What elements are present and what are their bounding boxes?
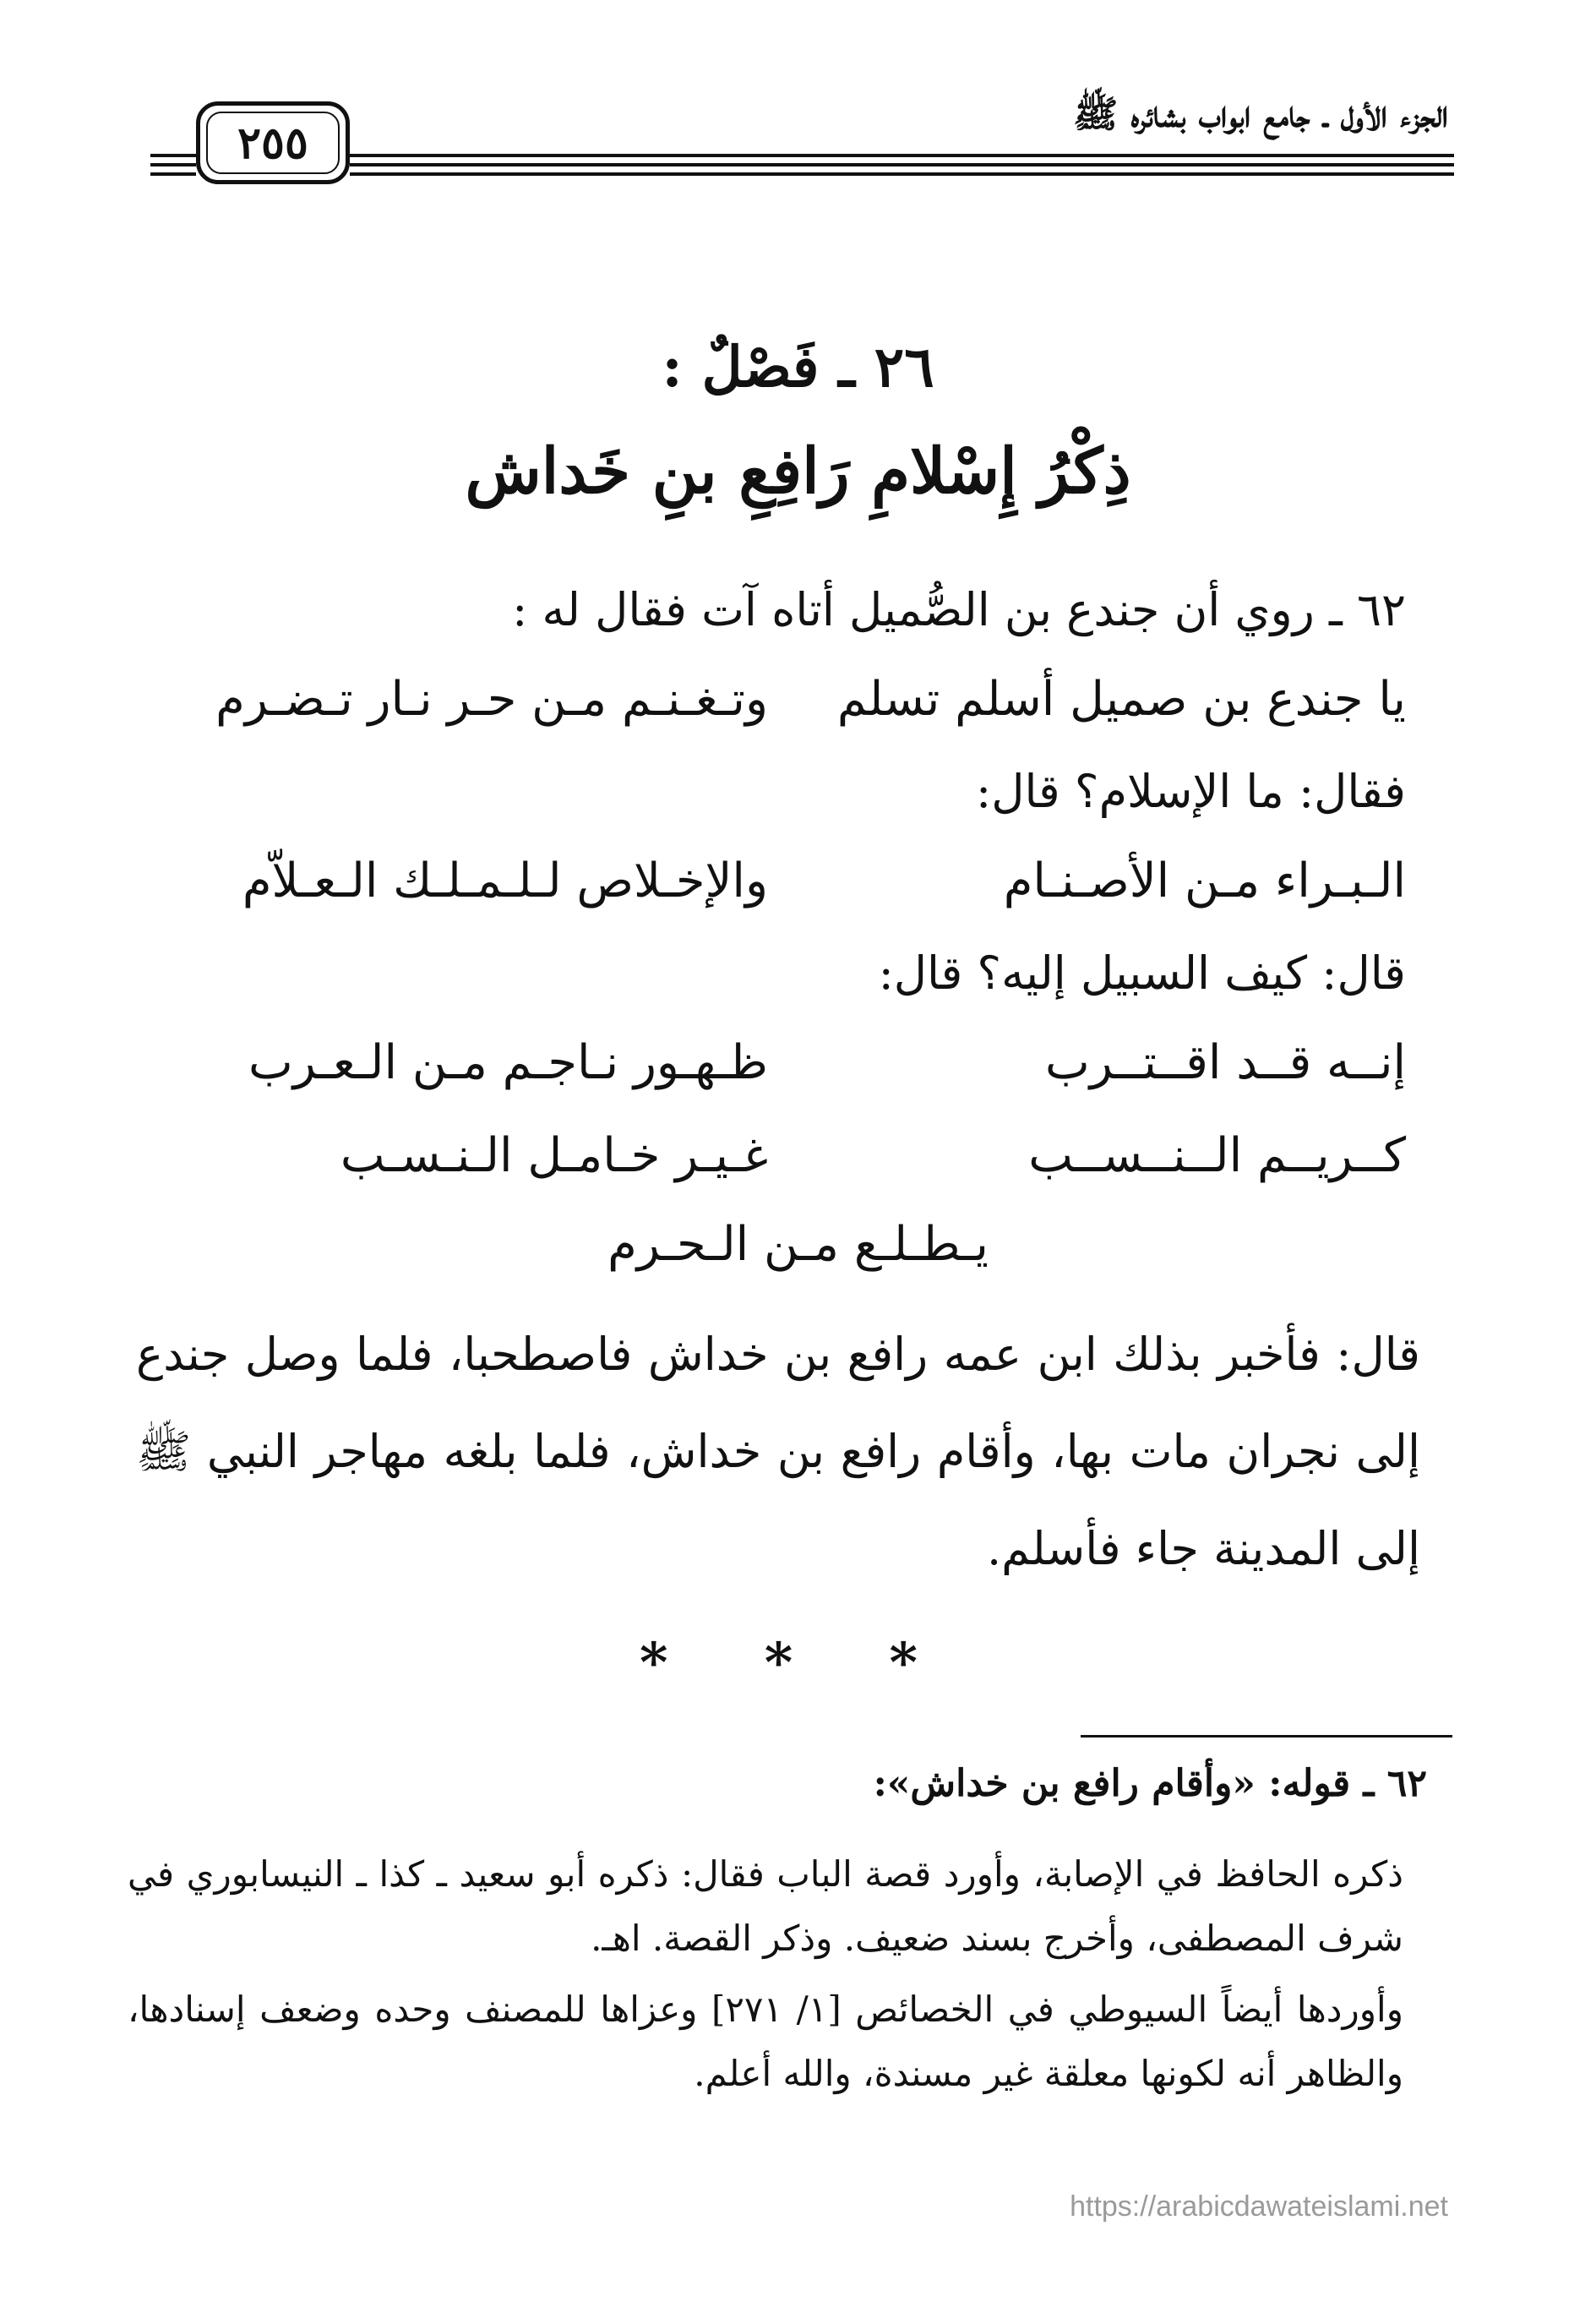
watermark-url: https://arabicdawateislami.net — [1070, 2190, 1448, 2223]
section-subheading: ذِكْرُ إِسْلامِ رَافِعِ بنِ خَداش — [465, 435, 1131, 508]
page-number-frame — [196, 101, 350, 184]
question-line: قال: كيف السبيل إليه؟ قال: — [878, 947, 1406, 1000]
section-separator: * * * — [640, 1631, 956, 1694]
verse-hemistich: كــريــم الــنــســب — [1028, 1128, 1406, 1183]
verse-hemistich: ظـهـور نـاجـم مـن الـعـرب — [248, 1035, 768, 1090]
footnote-paragraph: ذكره الحافظ في الإصابة، وأورد قصة الباب فقال: ذكره أبو سعيد ـ كذا ـ النيسابوري في شرف المصطفى، وأخرج بسند ضعيف. وذكر القصة. اهـ. — [128, 1853, 1403, 1959]
header-rule — [150, 163, 196, 166]
verse-hemistich: يا جندع بن صميل أسلم تسلم — [836, 672, 1406, 727]
header-rule — [350, 172, 1454, 176]
verse-hemistich: إنــه قــد اقــتــرب — [1044, 1035, 1406, 1090]
page-number: ٢٥٥ — [237, 117, 308, 169]
closing-paragraph: قال: فأخبر بذلك ابن عمه رافع بن خداش فاصطحبا، فلما وصل جندع إلى نجران مات بها، وأقام رافع بن خداش، فلما بلغه مهاجر النبي ﷺ إلى المدينة جاء فأسلم. — [136, 1328, 1420, 1575]
intro-line: ٦٢ ـ روي أن جندع بن الصُّميل أتاه آت فقال له : — [512, 583, 1406, 636]
section-heading: ٢٦ ـ فَصْلٌ : — [662, 334, 934, 400]
footnote-paragraph: وأوردها أيضاً السيوطي في الخصائص [١/ ٢٧١] وعزاها للمصنف وحده وضعف إسنادها، والظاهر أنه لكونها معلقة غير مسندة، والله أعلم. — [128, 1988, 1403, 2094]
header-rule — [150, 154, 196, 157]
verse-line-centered: يـطـلـع مـن الـحـرم — [607, 1217, 989, 1272]
footnote-rule — [1081, 1735, 1452, 1738]
question-line: فقال: ما الإسلام؟ قال: — [976, 765, 1406, 818]
verse-hemistich: الـبـراء مـن الأصـنـام — [1003, 854, 1406, 908]
header-rule — [350, 163, 1454, 166]
verse-hemistich: وتـغـنـم مـن حـر نـار تـضـرم — [215, 672, 768, 727]
footnote-title: ٦٢ ـ قوله: «وأقام رافع بن خداش»: — [873, 1762, 1427, 1805]
header-rule — [350, 154, 1454, 157]
verse-hemistich: والإخـلاص لـلـمـلـك الـعـلاّم — [242, 854, 768, 908]
header-rule — [150, 172, 196, 176]
running-header-title: الجزء الأول ـ جامع ابواب بشائره ﷺ — [1073, 93, 1448, 136]
verse-hemistich: غـيـر خـامـل الـنـسـب — [340, 1128, 768, 1183]
